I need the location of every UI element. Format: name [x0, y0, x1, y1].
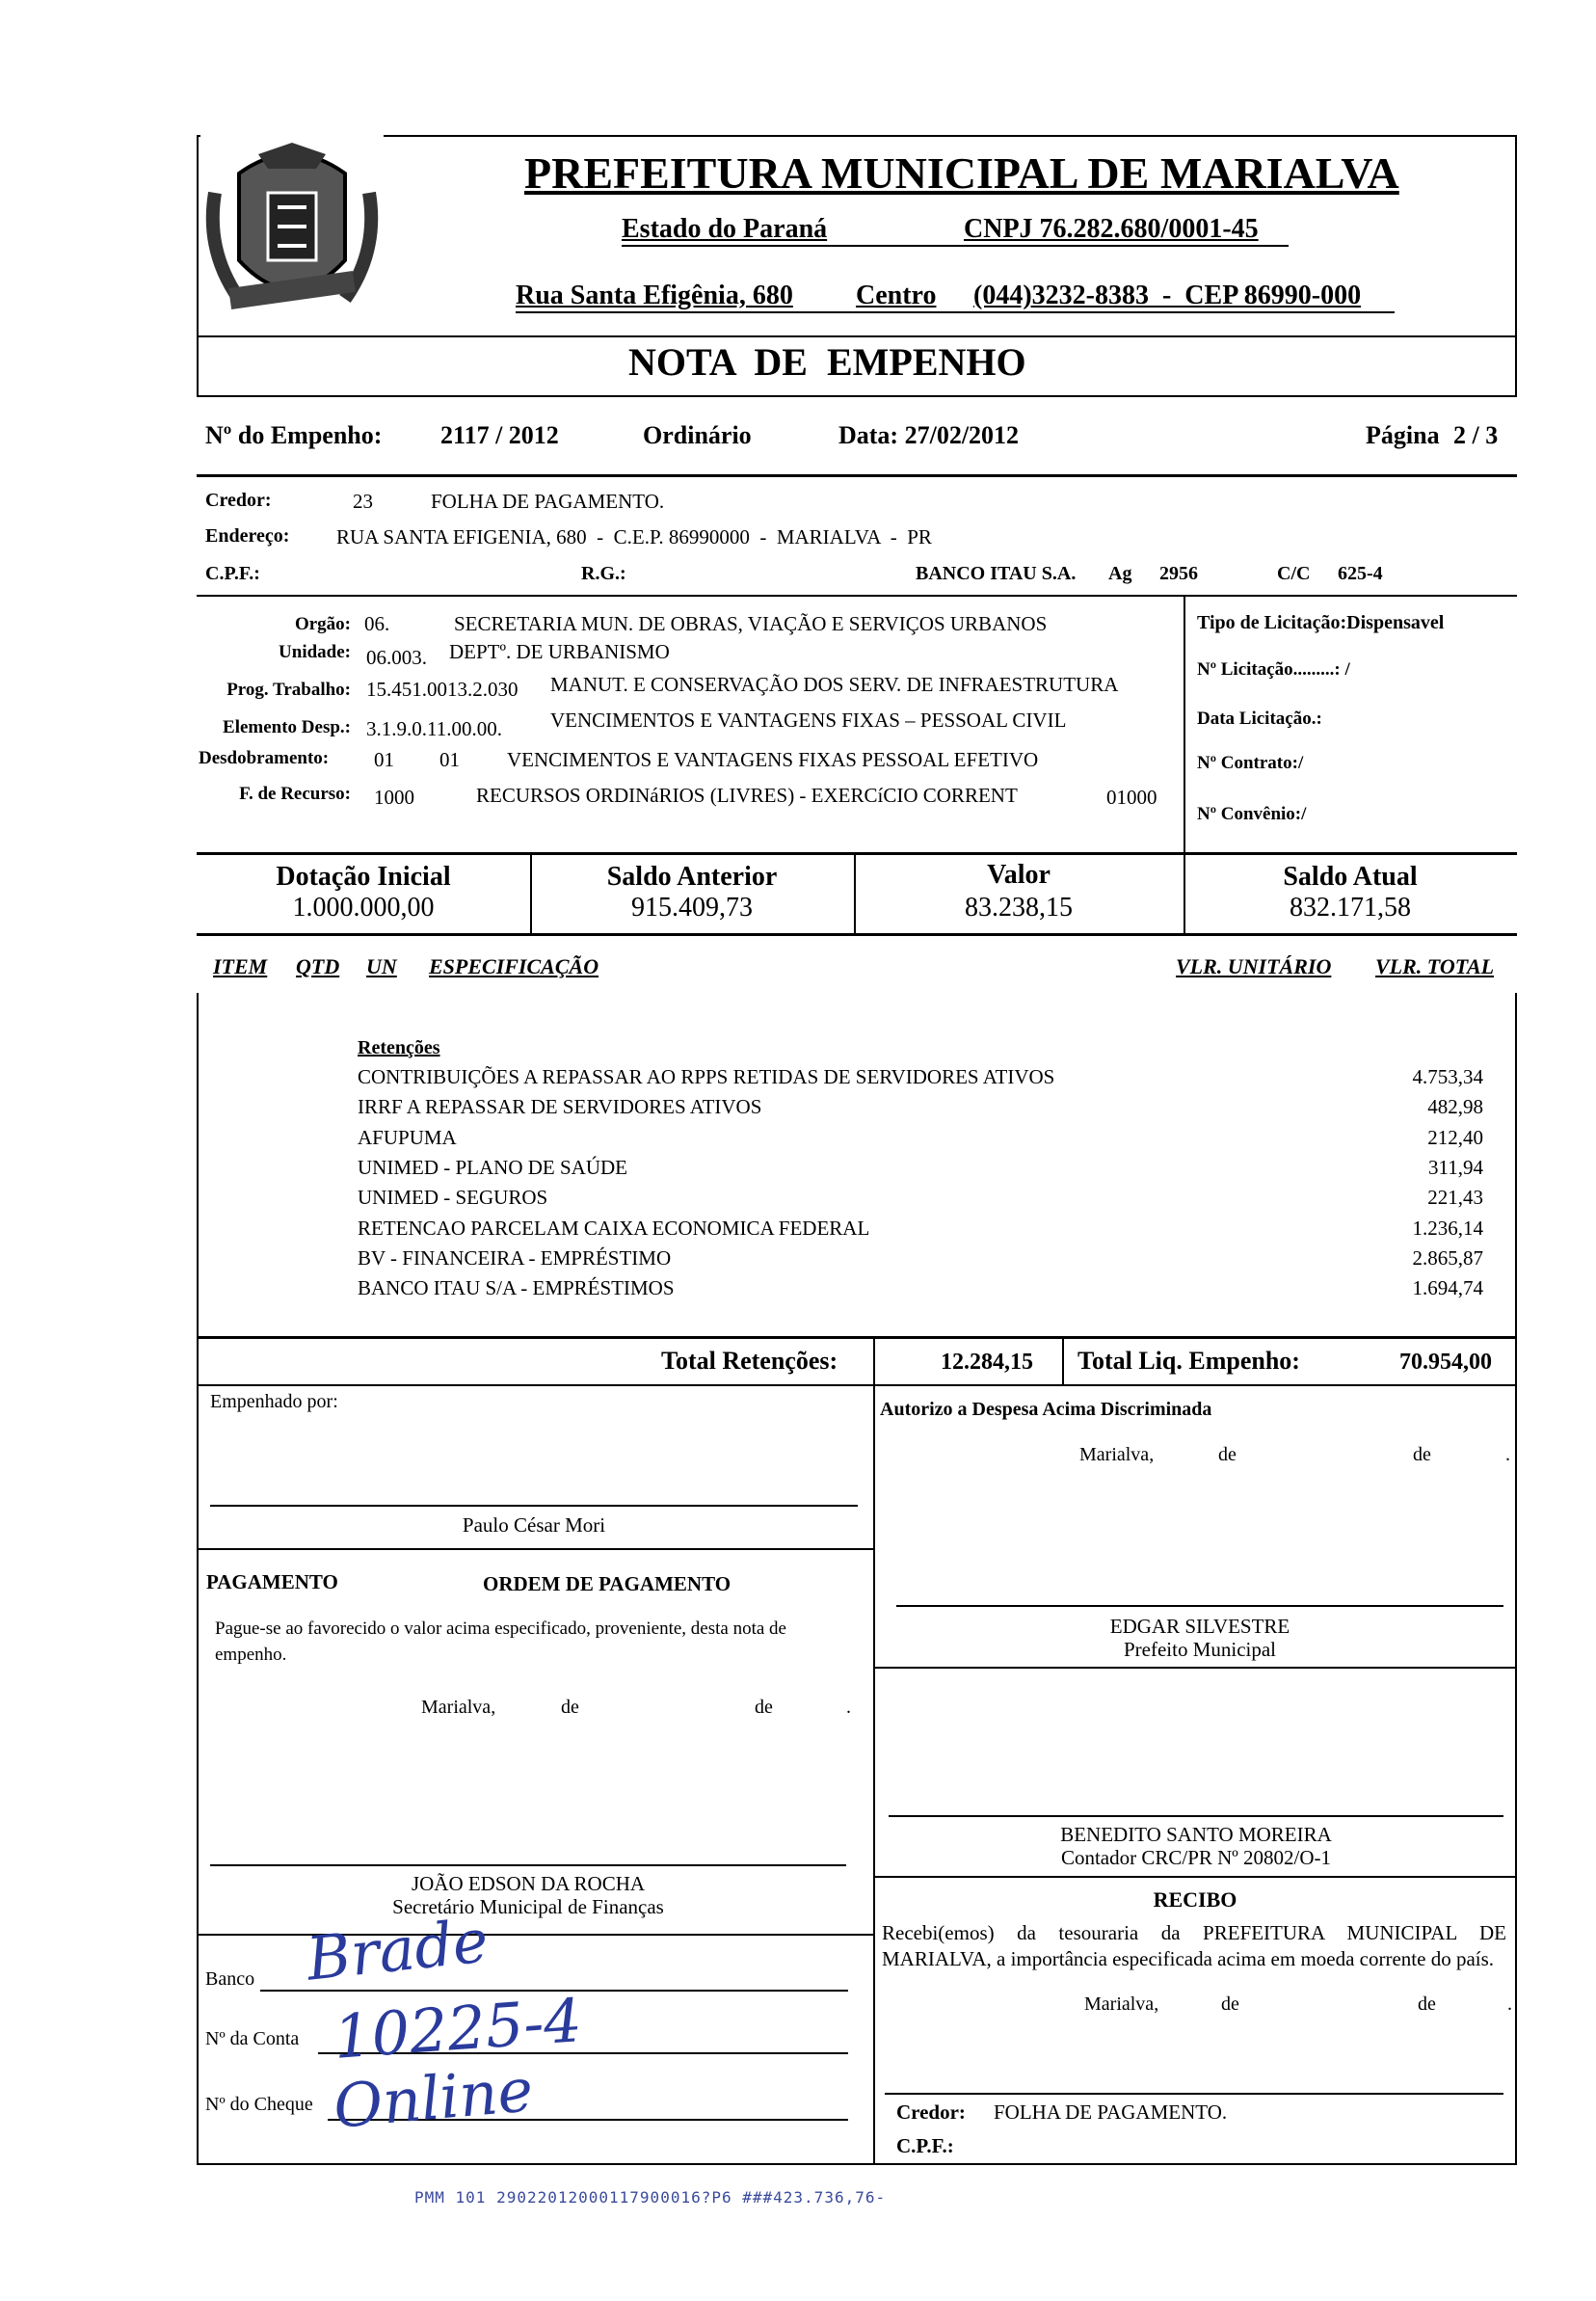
pagamento-de-2: de	[755, 1697, 773, 1718]
credor-code: 23	[353, 490, 373, 513]
recibo-text: Recebi(emos) da tesouraria da PREFEITURA MUNICIPAL DE MARIALVA, a importância especificada acima em moeda corrente do país.	[882, 1921, 1506, 1970]
secretario-title: Secretário Municipal de Finanças	[392, 1895, 664, 1918]
retencoes-title: Retenções	[358, 1037, 440, 1058]
endereco-label: Endereço:	[205, 525, 290, 547]
state-underline	[622, 245, 1289, 247]
header-divider	[197, 335, 1517, 337]
recibo-dot: .	[1507, 1993, 1512, 2015]
ordem-pagamento-label: ORDEM DE PAGAMENTO	[483, 1572, 732, 1595]
unidade-label: Unidade:	[279, 642, 351, 662]
desdobramento-code1: 01	[374, 748, 394, 771]
desdobramento-value: VENCIMENTOS E VANTAGENS FIXAS PESSOAL EFETIVO	[507, 748, 1039, 771]
prog-value: MANUT. E CONSERVAÇÃO DOS SERV. DE INFRAESTRUTURA	[550, 673, 1119, 696]
retencao-row	[358, 1217, 1504, 1245]
contador-divider	[873, 1876, 1517, 1878]
retencao-value: 1.694,74	[1412, 1276, 1483, 1300]
items-bottom-divider	[197, 1336, 1517, 1339]
pague-se-text: Pague-se ao favorecido o valor acima especificado, proveniente, desta nota de empenho.	[215, 1619, 786, 1665]
classif-vertical	[1184, 595, 1185, 853]
recibo-title: RECIBO	[1153, 1887, 1237, 1912]
orgao-code: 06.	[364, 612, 390, 635]
doc-title: NOTA DE EMPENHO	[628, 340, 1026, 384]
retencao-desc: BANCO ITAU S/A - EMPRÉSTIMOS	[358, 1276, 675, 1300]
autorizo-de-2: de	[1413, 1444, 1431, 1465]
total-retencoes-label: Total Retenções:	[661, 1347, 838, 1375]
recibo-marialva: Marialva,	[1084, 1993, 1159, 2015]
endereco-value: RUA SANTA EFIGENIA, 680 - C.E.P. 86990000 - MARIALVA - PR	[336, 525, 932, 548]
retencao-desc: UNIMED - SEGUROS	[358, 1186, 548, 1210]
recibo-cpf-label: C.P.F.:	[896, 2134, 954, 2157]
document-bottom-border	[197, 2163, 1517, 2165]
total-retencoes-value: 12.284,15	[941, 1350, 1033, 1375]
elemento-label: Elemento Desp.:	[223, 717, 351, 737]
credor-label: Credor:	[205, 490, 272, 511]
handwritten-cheque: Online	[331, 2054, 536, 2142]
secretario-name: JOÃO EDSON DA ROCHA	[411, 1872, 646, 1895]
elemento-value: VENCIMENTOS E VANTAGENS FIXAS – PESSOAL CIVIL	[550, 709, 1067, 732]
autorizo-dot: .	[1505, 1444, 1510, 1465]
retencao-row	[358, 1126, 1504, 1155]
pagamento-label: PAGAMENTO	[206, 1570, 338, 1593]
retencao-value: 2.865,87	[1412, 1245, 1483, 1270]
handwritten-conta: 10225-4	[331, 1985, 584, 2073]
col-qtd: QTD	[296, 954, 340, 978]
agencia-value: 2956	[1159, 563, 1198, 584]
dotacao-value: 1.000.000,00	[292, 893, 435, 923]
unidade-code: 06.003.	[366, 646, 427, 669]
empenho-type: Ordinário	[643, 421, 752, 449]
prefeito-title: Prefeito Municipal	[1123, 1638, 1277, 1661]
banco-label: Banco	[205, 1968, 255, 1990]
saldo-anterior-value: 915.409,73	[631, 893, 753, 923]
orgao-label: Orgão:	[294, 614, 351, 634]
retencao-value: 212,40	[1427, 1125, 1483, 1149]
contador-title: Contador CRC/PR Nº 20802/O-1	[1060, 1846, 1332, 1869]
autorizo-label: Autorizo a Despesa Acima Discriminada	[880, 1399, 1212, 1420]
prefeito-name: EDGAR SILVESTRE	[1109, 1615, 1290, 1638]
pagamento-marialva: Marialva,	[421, 1697, 496, 1718]
classif-divider	[197, 852, 1517, 855]
saldo-anterior-label: Saldo Anterior	[606, 862, 778, 892]
retencao-value: 4.753,34	[1412, 1065, 1483, 1088]
cheque-label: Nº do Cheque	[205, 2094, 313, 2115]
retencao-value: 221,43	[1427, 1186, 1483, 1210]
bottom-center-split	[873, 1384, 875, 2165]
empenhado-name: Paulo César Mori	[462, 1513, 606, 1537]
col-vlr-unitario: VLR. UNITÁRIO	[1176, 954, 1332, 978]
tipo-licitacao	[1197, 612, 1444, 634]
retencao-desc: IRRF A REPASSAR DE SERVIDORES ATIVOS	[358, 1095, 762, 1119]
empenhado-por-label: Empenhado por:	[210, 1391, 338, 1412]
col-un: UN	[366, 954, 397, 978]
recurso-value: RECURSOS ORDINáRIOS (LIVRES) - EXERCíCIO CORRENT	[476, 784, 1018, 807]
prog-code: 15.451.0013.2.030	[366, 678, 519, 701]
orgao-value: SECRETARIA MUN. DE OBRAS, VIAÇÃO E SERVIÇOS URBANOS	[454, 612, 1048, 635]
phone-cep-label: (044)3232-8383 - CEP 86990-000	[973, 281, 1362, 310]
empenho-date: Data: 27/02/2012	[838, 421, 1020, 449]
desdobramento-code2: 01	[439, 748, 460, 771]
col-item: ITEM	[213, 954, 268, 978]
retencao-value: 311,94	[1428, 1155, 1483, 1179]
retencao-row	[358, 1095, 1504, 1124]
page-label: Página	[1366, 421, 1440, 449]
cnpj-label: CNPJ 76.282.680/0001-45	[964, 214, 1259, 244]
num-convenio: Nº Convênio:/	[1197, 804, 1307, 824]
recurso-code: 1000	[374, 786, 414, 809]
info-divider	[197, 474, 1517, 477]
tipo-licitacao-text: Tipo de Licitação:Dispensavel	[1197, 612, 1445, 633]
retencao-row	[358, 1186, 1504, 1215]
num-licitacao: Nº Licitação.........: /	[1197, 659, 1350, 680]
pagamento-divider	[197, 1548, 873, 1550]
credor-divider	[197, 595, 1517, 597]
recibo-de-2: de	[1418, 1993, 1436, 2015]
cc-label: C/C	[1277, 563, 1311, 584]
data-licitacao: Data Licitação.:	[1197, 709, 1322, 729]
banco-label: BANCO ITAU S.A.	[916, 563, 1077, 584]
contador-name: BENEDITO SANTO MOREIRA	[1060, 1823, 1332, 1846]
items-left-border	[197, 993, 199, 2165]
elemento-code: 3.1.9.0.11.00.00.	[366, 717, 502, 740]
state-label: Estado do Paraná	[622, 214, 828, 244]
total-liquido-label: Total Liq. Empenho:	[1077, 1347, 1300, 1375]
saldo-atual-label: Saldo Atual	[1283, 862, 1418, 892]
recibo-de-1: de	[1221, 1993, 1239, 2015]
autorizo-de-1: de	[1218, 1444, 1237, 1465]
retencao-row	[358, 1246, 1504, 1275]
page-title: PREFEITURA MUNICIPAL DE MARIALVA	[524, 148, 1399, 198]
totals-sep-1	[873, 1336, 875, 1386]
centro-label: Centro	[856, 281, 937, 310]
valor-label: Valor	[987, 860, 1051, 890]
prefeito-signature-line	[896, 1605, 1503, 1607]
retencao-desc: RETENCAO PARCELAM CAIXA ECONOMICA FEDERAL	[358, 1216, 870, 1240]
num-contrato: Nº Contrato:/	[1197, 753, 1304, 773]
retencao-desc: AFUPUMA	[358, 1125, 457, 1149]
page-number: 2 / 3	[1453, 421, 1499, 449]
empenhado-signature-line	[210, 1505, 858, 1507]
autorizo-marialva: Marialva,	[1079, 1444, 1155, 1465]
address-label: Rua Santa Efigênia, 680	[516, 281, 793, 310]
totals-divider	[197, 1384, 1517, 1386]
recibo-signature-line	[885, 2093, 1503, 2095]
empenho-label: Nº do Empenho:	[205, 421, 383, 449]
total-liquido-value: 70.954,00	[1399, 1350, 1492, 1375]
totals-sep-2	[1062, 1336, 1064, 1386]
banco-section-divider	[197, 1934, 873, 1936]
valor-value: 83.238,15	[965, 893, 1073, 923]
contador-signature-line	[889, 1815, 1503, 1817]
conta-label: Nº da Conta	[205, 2028, 300, 2049]
retencao-row	[358, 1156, 1504, 1185]
credor-name: FOLHA DE PAGAMENTO.	[431, 490, 665, 513]
cc-value: 625-4	[1338, 563, 1383, 584]
retencao-desc: UNIMED - PLANO DE SAÚDE	[358, 1155, 627, 1179]
agencia-label: Ag	[1108, 563, 1132, 584]
pagamento-dot: .	[846, 1697, 851, 1718]
prefeito-divider	[873, 1667, 1517, 1669]
address-underline	[516, 311, 1395, 313]
retencao-value: 1.236,14	[1412, 1216, 1483, 1240]
desdobramento-label: Desdobramento:	[199, 748, 330, 768]
secretario-signature-line	[210, 1864, 846, 1866]
saldo-divider	[197, 933, 1517, 936]
empenho-number: 2117 / 2012	[440, 421, 559, 449]
recurso-code2: 01000	[1106, 786, 1157, 809]
saldo-atual-value: 832.171,58	[1290, 893, 1411, 923]
dotacao-label: Dotação Inicial	[276, 862, 451, 892]
retencao-row	[358, 1065, 1504, 1094]
unidade-value: DEPTº. DE URBANISMO	[449, 640, 670, 663]
col-vlr-total: VLR. TOTAL	[1375, 954, 1495, 978]
cpf-label: C.P.F.:	[205, 563, 260, 584]
recibo-credor-value: FOLHA DE PAGAMENTO.	[994, 2100, 1228, 2124]
coat-of-arms-logo	[200, 135, 384, 334]
prog-label: Prog. Trabalho:	[226, 680, 351, 700]
col-especificacao: ESPECIFICAÇÃO	[429, 954, 599, 978]
rg-label: R.G.:	[581, 563, 626, 584]
retencao-desc: CONTRIBUIÇÕES A REPASSAR AO RPPS RETIDAS DE SERVIDORES ATIVOS	[358, 1065, 1055, 1088]
recibo-credor-label: Credor:	[896, 2100, 966, 2124]
pagamento-de-1: de	[561, 1697, 579, 1718]
footer-code: PMM 101 29022012000117900016?P6 ###423.736,76-	[414, 2188, 887, 2207]
retencao-row	[358, 1276, 1504, 1305]
handwritten-banco: Brade	[303, 1905, 492, 1994]
recurso-label: F. de Recurso:	[239, 784, 351, 804]
retencao-value: 482,98	[1427, 1095, 1483, 1119]
items-right-border	[1515, 993, 1517, 2165]
retencao-desc: BV - FINANCEIRA - EMPRÉSTIMO	[358, 1245, 672, 1270]
